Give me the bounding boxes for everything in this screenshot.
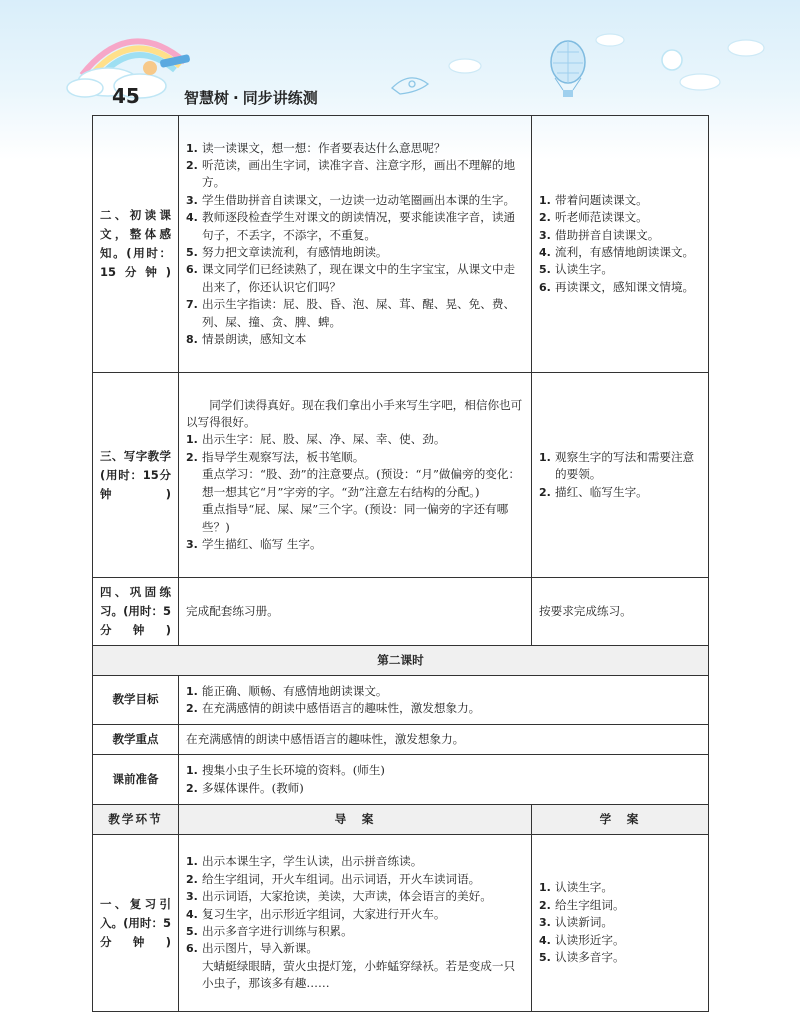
prep-cell <box>179 755 709 805</box>
goals-list <box>186 683 701 718</box>
list-item: 2. 给生字组词。 <box>539 897 625 912</box>
key-point-text: 重点指导“屁、屎、屎”三个字。(预设：同一偏旁的字还有哪些？) <box>202 502 509 534</box>
key-point-text: 重点学习：“股、劲”的注意要点。(预设：“月”做偏旁的变化：想一想其它“月”字旁的字。“劲”注意左右结构的分配。) <box>202 467 521 499</box>
guide-cell: 完成配套练习册。 <box>179 578 532 646</box>
list-item: 2. 描红、临写生字。 <box>539 484 648 499</box>
bird-sketch-icon <box>392 78 428 94</box>
list-item: 8. 情景朗读，感知文本 <box>186 332 307 347</box>
list-item: 1. 认读生字。 <box>539 880 613 895</box>
book-title <box>184 87 318 108</box>
list-item: 5. 认读多音字。 <box>539 950 625 965</box>
list-item: 1. 带着问题读课文。 <box>539 192 648 207</box>
table-row <box>93 116 709 373</box>
guide-cell <box>179 373 532 578</box>
sun-icon <box>662 50 682 70</box>
list-item: 4. 流利，有感情地朗读课文。 <box>539 245 695 259</box>
table-row <box>93 373 709 578</box>
study-list <box>539 879 701 966</box>
list-item: 3. 学生描红、临写 生字。 <box>186 536 322 551</box>
stage-label: 二、初读课文，整体感知。(用时：15分钟) <box>93 116 179 373</box>
guide-cell <box>179 835 532 1012</box>
guide-list <box>186 140 524 349</box>
table-row <box>93 725 709 755</box>
study-cell <box>532 835 709 1012</box>
lead-in-text: 大蜻蜓绿眼睛，萤火虫提灯笼，小蚱蜢穿绿袄。若是变成一只小虫子，那该多有趣…… <box>202 958 516 991</box>
list-item: 2. 指导学生观察写法，板书笔顺。 <box>186 449 365 464</box>
lesson2-title: 第二课时 <box>93 646 709 676</box>
list-item: 1. 能正确、顺畅、有感情地朗读课文。 <box>186 683 388 698</box>
list-item: 5. 认读生字。 <box>539 262 613 277</box>
list-item: 2. 听范读，画出生字词，读准字音、注意字形，画出不理解的地方。 <box>186 157 516 190</box>
stage-label: 四、巩固练习。(用时：5分钟) <box>93 578 179 646</box>
list-item: 1. 观察生字的写法和需要注意的要领。 <box>539 449 695 482</box>
study-list <box>539 192 701 296</box>
table-row <box>93 578 709 646</box>
list-item: 2. 在充满感情的朗读中感悟语言的趣味性，激发想象力。 <box>186 701 481 715</box>
table-row <box>93 835 709 1012</box>
list-item: 3. 借助拼音自读课文。 <box>539 227 660 242</box>
list-item: 6. 出示图片，导入新课。 <box>186 941 318 956</box>
list-item: 5. 努力把文章读流利，有感情地朗读。 <box>186 245 388 259</box>
guide-list <box>186 853 524 957</box>
table-row <box>93 676 709 725</box>
prep-label: 课前准备 <box>93 755 179 805</box>
list-item: 3. 出示词语，大家抢读，美读，大声读，体会语言的美好。 <box>186 889 492 904</box>
intro-paragraph: 同学们读得真好。现在我们拿出小手来写生字吧，相信你也可以写得很好。 <box>186 397 523 430</box>
small-cloud-icon <box>449 34 764 90</box>
guide-list <box>186 536 524 553</box>
column-header-guide: 导 案 <box>179 805 532 835</box>
stage-label: 一、复习引入。(用时：5分钟) <box>93 835 179 1012</box>
book-title-part1: 智慧树 <box>184 89 230 107</box>
list-item: 1. 出示生字：屁、股、屎、净、屎、幸、使、劲。 <box>186 432 446 447</box>
list-item: 4. 认读形近字。 <box>539 932 625 947</box>
stage-label: 三、写字教学(用时：15分钟) <box>93 373 179 578</box>
study-cell <box>532 116 709 373</box>
list-item: 3. 学生借助拼音自读课文，一边读一边动笔圈画出本课的生字。 <box>186 192 516 207</box>
column-header-study: 学 案 <box>532 805 709 835</box>
lesson-plan-table <box>92 115 709 1012</box>
list-item: 1. 出示本课生字，学生认读，出示拼音练读。 <box>186 854 423 869</box>
list-item: 1. 读一读课文，想一想：作者要表达什么意思呢？ <box>186 140 446 155</box>
list-item: 2. 给生字组词，开火车组词。出示词语，开火车读词语。 <box>186 871 481 886</box>
list-item: 5. 出示多音字进行训练与积累。 <box>186 924 353 938</box>
study-cell <box>532 373 709 578</box>
list-item: 6. 再读课文，感知课文情境。 <box>539 279 695 294</box>
book-title-part2: 同步讲练测 <box>242 89 318 107</box>
hot-air-balloon-icon <box>551 41 585 97</box>
page-number: 45 <box>112 84 140 108</box>
guide-list <box>186 431 524 466</box>
table-header-row <box>93 805 709 835</box>
focus-cell: 在充满感情的朗读中感悟语言的趣味性，激发想象力。 <box>179 725 709 755</box>
list-item: 1. 搜集小虫子生长环境的资料。(师生) <box>186 763 385 778</box>
study-list <box>539 449 701 501</box>
focus-label: 教学重点 <box>93 725 179 755</box>
list-item: 3. 认读新词。 <box>539 915 613 930</box>
list-item: 2. 多媒体课件。(教师) <box>186 780 304 795</box>
list-item: 4. 教师逐段检查学生对课文的朗读情况，要求能读准字音，读通句子，不丢字，不添字，不重复。 <box>186 210 516 242</box>
list-item: 4. 复习生字，出示形近字组词，大家进行开火车。 <box>186 906 446 921</box>
list-item: 7. 出示生字指读：屁、股、昏、泡、屎、茸、醒、晃、免、费、列、屎、撞、贪、脾、蜱。 <box>186 297 516 329</box>
table-row <box>93 755 709 805</box>
prep-list <box>186 762 701 797</box>
list-item: 6. 课文同学们已经读熟了，现在课文中的生字宝宝，从课文中走出来了，你还认识它们吗？ <box>186 262 516 294</box>
book-title-separator: · <box>233 89 239 107</box>
column-header-stage: 教学环节 <box>93 805 179 835</box>
goals-cell <box>179 676 709 725</box>
list-item: 2. 听老师范读课文。 <box>539 210 648 225</box>
guide-cell <box>179 116 532 373</box>
goals-label: 教学目标 <box>93 676 179 725</box>
study-cell: 按要求完成练习。 <box>532 578 709 646</box>
table-row <box>93 646 709 676</box>
